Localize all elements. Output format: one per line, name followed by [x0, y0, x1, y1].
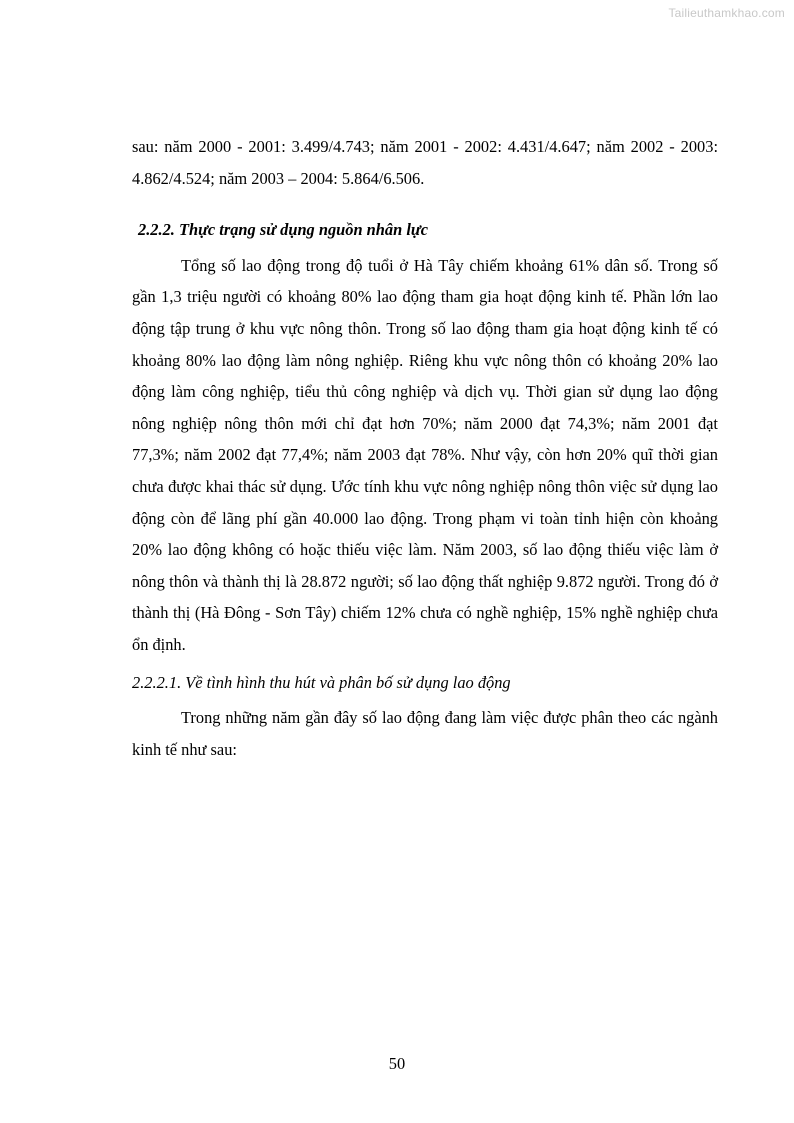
section-paragraph: Tổng số lao động trong độ tuổi ở Hà Tây chiếm khoảng 61% dân số. Trong số gần 1,3 triệu người có khoảng 80% lao động tham gia hoạt động kinh tế. Phần lớn lao động tập trung ở khu vực nông thôn. Trong số lao động tham gia hoạt động kinh tế có khoảng 80% lao động làm nông nghiệp. Riêng khu vực nông thôn có khoảng 20% lao động làm công nghiệp, tiểu thủ công nghiệp và dịch vụ. Thời gian sử dụng lao động nông nghiệp nông thôn mới chỉ đạt hơn 70%; năm 2000 đạt 74,3%; năm 2001 đạt 77,3%; năm 2002 đạt 77,4%; năm 2003 đạt 78%. Như vậy, còn hơn 20% quĩ thời gian chưa được khai thác sử dụng. Ước tính khu vực nông nghiệp nông thôn việc sử dụng lao động còn để lãng phí gần 40.000 lao động. Trong phạm vi toàn tỉnh hiện còn khoảng 20% lao động không có hoặc thiếu việc làm. Năm 2003, số lao động thiếu việc làm ở nông thôn và thành thị là 28.872 người; số lao động thất nghiệp 9.872 người. Trong đó ở thành thị (Hà Đông - Sơn Tây) chiếm 12% chưa có nghề nghiệp, 15% nghề nghiệp chưa ổn định.: [132, 255, 718, 654]
continuation-paragraph: sau: năm 2000 - 2001: 3.499/4.743; năm 2001 - 2002: 4.431/4.647; năm 2002 - 2003: 4.862/4.524; năm 2003 – 2004: 5.864/6.506.: [132, 137, 718, 188]
page-number: 50: [388, 1054, 406, 1073]
page-body: [132, 131, 718, 765]
watermark: Tailieuthamkhao.com: [668, 6, 785, 20]
subsection-paragraph: Trong những năm gần đây số lao động đang làm việc được phân theo các ngành kinh tế như sau:: [132, 708, 718, 759]
subsection-heading: 2.2.2.1. Về tình hình thu hút và phân bố sử dụng lao động: [132, 672, 511, 692]
section-heading: 2.2.2. Thực trạng sử dụng nguồn nhân lực: [138, 220, 428, 240]
